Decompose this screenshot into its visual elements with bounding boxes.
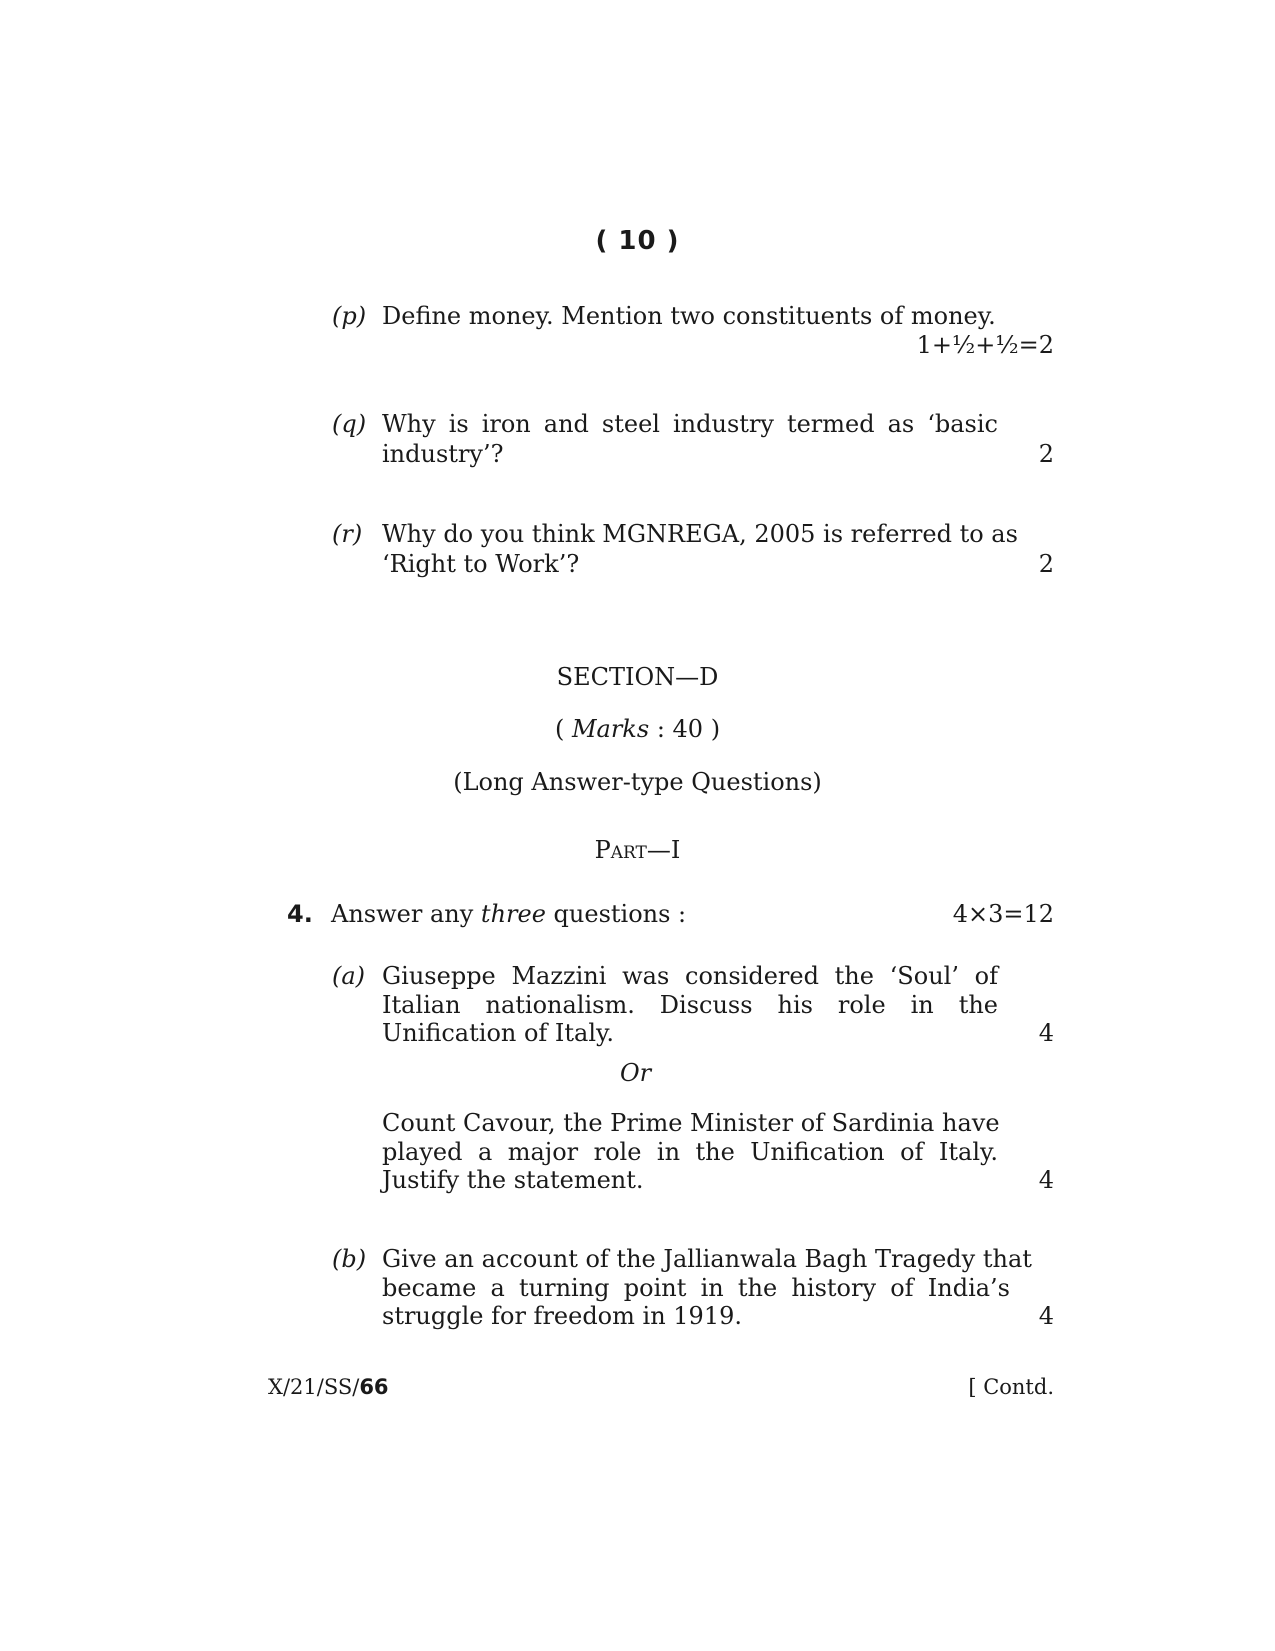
section-marks-word: Marks — [571, 715, 650, 743]
question-q-label: (q) — [332, 410, 367, 438]
question-r-line2: ‘Right to Work’? — [382, 550, 580, 578]
question-r-marks: 2 — [1038, 550, 1054, 578]
section-marks-rest: : 40 ) — [656, 715, 721, 743]
question-q-marks: 2 — [1038, 440, 1054, 468]
section-type: (Long Answer-type Questions) — [453, 768, 822, 796]
question-p-label: (p) — [332, 302, 367, 330]
paper-code — [268, 1375, 389, 1399]
section-marks-open: ( — [554, 715, 565, 743]
question-q-line2: industry’? — [382, 440, 504, 468]
question-4-marks: 4×3=12 — [952, 900, 1054, 928]
question-4a-label: (a) — [332, 962, 366, 990]
question-q-line1: Why is iron and steel industry termed as ‘basic — [382, 410, 998, 438]
question-4a-marks: 4 — [1038, 1019, 1054, 1047]
question-p-line1: Define money. Mention two constituents of money. — [382, 302, 996, 330]
question-4a-line1: Giuseppe Mazzini was considered the ‘Soul’ of — [382, 962, 998, 990]
question-4-instruction-em: three — [480, 900, 546, 928]
page-number: ( 10 ) — [595, 226, 680, 256]
question-r-line1: Why do you think MGNREGA, 2005 is referred to as — [382, 520, 1018, 548]
paper-code-number: 66 — [359, 1375, 389, 1399]
question-4-instruction-pre: Answer any — [331, 900, 474, 928]
question-4a-line2: Italian nationalism. Discuss his role in the — [382, 991, 998, 1019]
section-marks — [0, 715, 1275, 743]
question-p-marks: 1+½+½=2 — [916, 331, 1054, 359]
part-title: Part—I — [594, 836, 681, 864]
question-4a-alt-line2: played a major role in the Unification of Italy. — [382, 1138, 998, 1166]
question-r-label: (r) — [332, 520, 363, 548]
question-4b-label: (b) — [332, 1245, 367, 1273]
question-4a-alt-line1: Count Cavour, the Prime Minister of Sardinia have — [382, 1109, 1000, 1137]
question-4-instruction-post: questions : — [553, 900, 687, 928]
question-4b-line3: struggle for freedom in 1919. — [382, 1302, 742, 1330]
question-4-instruction — [331, 900, 686, 928]
question-4a-alt-line3: Justify the statement. — [382, 1166, 644, 1194]
question-4a-alt-marks: 4 — [1038, 1166, 1054, 1194]
paper-code-prefix: X/21/SS/ — [268, 1375, 360, 1399]
question-4b-marks: 4 — [1038, 1302, 1054, 1330]
continued-note: [ Contd. — [968, 1375, 1054, 1399]
question-4b-line1: Give an account of the Jallianwala Bagh Tragedy that — [382, 1245, 1032, 1273]
question-4-number: 4. — [287, 900, 313, 928]
section-title: SECTION—D — [556, 663, 719, 691]
question-4a-line3: Unification of Italy. — [382, 1019, 615, 1047]
or-separator: Or — [620, 1059, 652, 1087]
question-4b-line2: became a turning point in the history of India’s — [382, 1274, 1010, 1302]
